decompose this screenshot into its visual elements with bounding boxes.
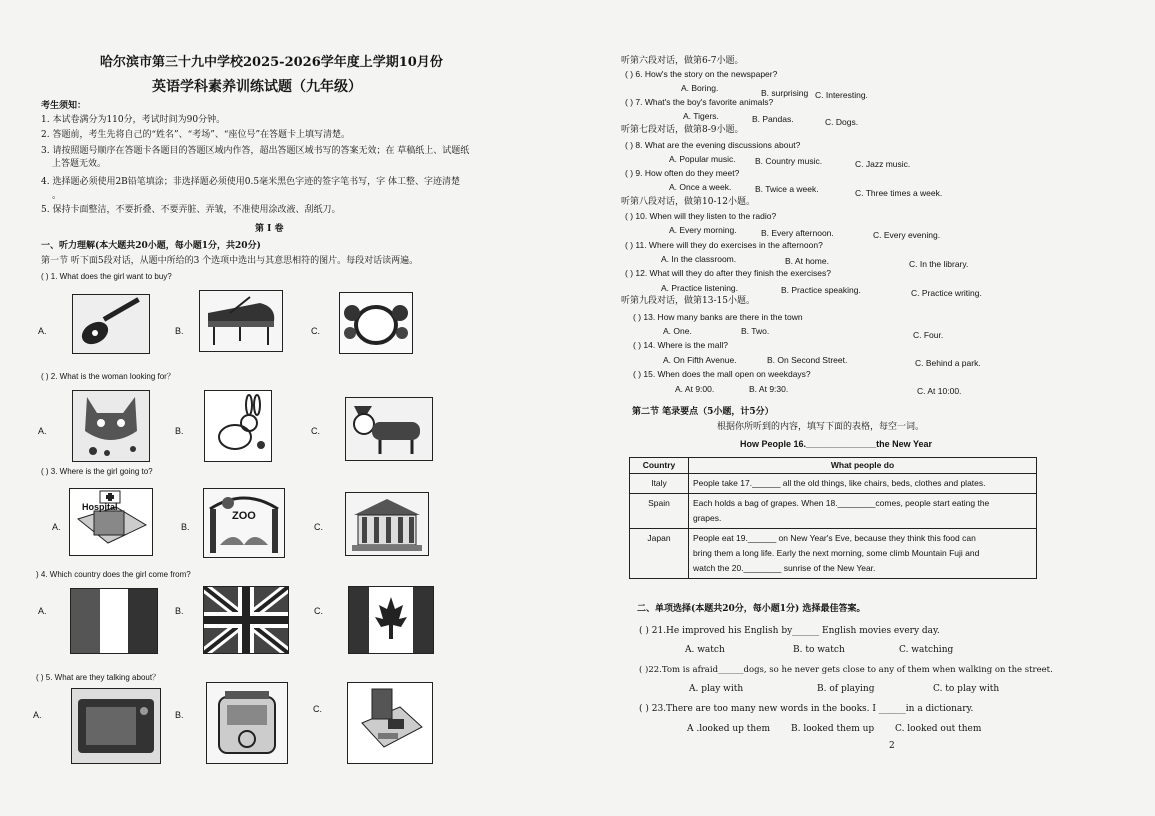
option-letter: B. bbox=[175, 710, 184, 720]
option-c: C. to play with bbox=[933, 684, 1000, 694]
question-stem: ( )22.Tom is afraid______dogs, so he never gets close to any of them when walking on the street. bbox=[639, 665, 1053, 675]
option-b: B. Practice speaking. bbox=[781, 285, 861, 295]
section1-heading: 一、听力理解(本大题共20小题，每小题1分，共20分) bbox=[41, 241, 261, 251]
dialogue-intro: 听第六段对话，做第6-7小题。 bbox=[621, 56, 744, 66]
option-c: C. Jazz music. bbox=[855, 159, 911, 169]
option-a: A. Once a week. bbox=[669, 182, 732, 192]
zoo-picture bbox=[203, 488, 285, 558]
table-header-what: What people do bbox=[689, 458, 1037, 474]
option-a: A. On Fifth Avenue. bbox=[663, 355, 737, 365]
table-line: People eat 19.______ on New Year's Eve, because they think this food can bbox=[693, 533, 976, 543]
option-a: A. Practice listening. bbox=[661, 283, 739, 293]
notice-line: 5. 保持卡面整洁，不要折叠、不要弄脏、弄皱，不准使用涂改液、刮纸刀。 bbox=[41, 205, 341, 215]
italy-flag-picture bbox=[70, 588, 158, 654]
option-c: C. Practice writing. bbox=[911, 288, 982, 298]
part2-instruction: 根据你所听到的内容，填写下面的表格，每空一词。 bbox=[717, 422, 925, 432]
table-row bbox=[630, 529, 1037, 579]
question-stem: ( ) 12. What will they do after they finish the exercises? bbox=[625, 268, 831, 278]
part1-intro: 第一节 听下面5段对话，从题中所给的3 个选项中选出与其意思相符的图片。每段对话读两遍。 bbox=[41, 256, 419, 266]
option-letter: A. bbox=[38, 426, 47, 436]
country-cell: Italy bbox=[630, 474, 689, 494]
option-letter: C. bbox=[311, 426, 320, 436]
new-year-table bbox=[629, 457, 1037, 579]
question-stem: ( ) 3. Where is the girl going to? bbox=[41, 467, 153, 476]
camera-picture bbox=[71, 688, 161, 764]
exam-title-line2: 英语学科素养训练试题（九年级） bbox=[152, 79, 362, 95]
hospital-picture bbox=[69, 488, 153, 556]
notice-line: 2. 答题前，考生先将自己的“姓名”、“考场”、“座位号”在答题卡上填写清楚。 bbox=[41, 130, 351, 140]
dialogue-intro: 听第七段对话，做第8-9小题。 bbox=[621, 125, 744, 135]
option-a: A. Every morning. bbox=[669, 225, 737, 235]
option-b: B. Every afternoon. bbox=[761, 228, 834, 238]
question-stem: ( ) 5. What are they talking about？ bbox=[36, 673, 161, 682]
question-stem: ( ) 7. What's the boy's favorite animals? bbox=[625, 97, 774, 107]
question-stem: ( ) 14. Where is the mall? bbox=[633, 340, 728, 350]
piano-picture bbox=[199, 290, 283, 352]
question-stem: ( ) 8. What are the evening discussions about? bbox=[625, 140, 801, 150]
question-stem: ( ) 1. What does the girl want to buy? bbox=[41, 272, 172, 281]
question-stem: ( ) 15. When does the mall open on weekdays? bbox=[633, 369, 811, 379]
table-line: Each holds a bag of grapes. When 18.________comes, people start eating the bbox=[693, 498, 990, 508]
guitar-picture bbox=[72, 294, 150, 354]
option-a: A. One. bbox=[663, 326, 692, 336]
section2-heading: 二、单项选择(本题共20分，每小题1分) 选择最佳答案。 bbox=[637, 604, 866, 614]
cat-picture bbox=[72, 390, 150, 462]
option-c: C. Behind a park. bbox=[915, 358, 981, 368]
option-letter: A. bbox=[33, 710, 42, 720]
table-line: People take 17.______ all the old things, like chairs, beds, clothes and plates. bbox=[693, 478, 986, 488]
option-b: B. At 9:30. bbox=[749, 384, 789, 394]
option-letter: A. bbox=[52, 522, 61, 532]
museum-picture bbox=[345, 492, 429, 556]
option-letter: B. bbox=[181, 522, 190, 532]
option-c: C. Three times a week. bbox=[855, 188, 943, 198]
phone-picture bbox=[347, 682, 433, 764]
option-letter: C. bbox=[314, 522, 323, 532]
option-c: C. Dogs. bbox=[825, 117, 859, 127]
option-c: C. watching bbox=[899, 645, 954, 655]
left-column bbox=[0, 0, 577, 816]
uk-flag-picture bbox=[203, 586, 289, 654]
question-stem: ) 4. Which country does the girl come from? bbox=[36, 570, 191, 579]
notice-heading: 考生须知： bbox=[41, 101, 87, 111]
option-a: A. At 9:00. bbox=[675, 384, 715, 394]
right-column bbox=[577, 0, 1155, 816]
option-b: B. Pandas. bbox=[752, 114, 794, 124]
option-b: B. of playing bbox=[817, 684, 875, 694]
option-a: A. Tigers. bbox=[683, 111, 719, 121]
canada-flag-picture bbox=[348, 586, 434, 654]
option-b: B. to watch bbox=[793, 645, 845, 655]
notice-line: 。 bbox=[52, 191, 62, 201]
volume-label: 第 I 卷 bbox=[255, 224, 284, 234]
table-header-country: Country bbox=[630, 458, 689, 474]
option-b: B. Twice a week. bbox=[755, 184, 819, 194]
notice-line: 3. 请按照题号顺序在答题卡各题目的答题区域内作答，超出答题区域书写的答案无效；在 草稿纸上、试题纸 bbox=[41, 146, 470, 156]
question-stem: ( ) 21.He improved his English by______ English movies every day. bbox=[639, 626, 940, 636]
option-c: C. Four. bbox=[913, 330, 944, 340]
option-letter: A. bbox=[38, 606, 47, 616]
zoo-sign: ZOO bbox=[232, 510, 256, 522]
table-row bbox=[630, 474, 1037, 494]
table-line: grapes. bbox=[693, 513, 722, 523]
country-cell: Japan bbox=[630, 529, 689, 579]
option-a: A. Boring. bbox=[681, 83, 719, 93]
question-stem: ( ) 11. Where will they do exercises in the afternoon? bbox=[625, 240, 823, 250]
hospital-sign: Hospital bbox=[82, 502, 118, 512]
question-stem: ( ) 10. When will they listen to the radio? bbox=[625, 211, 777, 221]
option-b: B. On Second Street. bbox=[767, 355, 848, 365]
question-stem: ( ) 9. How often do they meet? bbox=[625, 168, 740, 178]
option-letter: C. bbox=[314, 606, 323, 616]
option-a: A. play with bbox=[689, 684, 744, 694]
option-letter: C. bbox=[313, 704, 322, 714]
notice-line: 4. 选择题必须使用2B铅笔填涂；非选择题必须使用0.5毫米黑色字迹的签字笔书写，字 体工整、字迹清楚 bbox=[41, 177, 460, 187]
country-cell: Spain bbox=[630, 494, 689, 529]
option-b: B. Two. bbox=[741, 326, 770, 336]
notice-line: 上答题无效。 bbox=[52, 159, 107, 169]
question-stem: ( ) 6. How's the story on the newspaper? bbox=[625, 69, 778, 79]
option-letter: B. bbox=[175, 426, 184, 436]
table-row bbox=[630, 494, 1037, 529]
table-title: How People 16.______________the New Year bbox=[740, 439, 932, 449]
question-stem: ( ) 13. How many banks are there in the town bbox=[633, 312, 803, 322]
option-c: C. Every evening. bbox=[873, 230, 941, 240]
drum-picture bbox=[339, 292, 413, 354]
page-number: 2 bbox=[889, 741, 895, 751]
option-b: B. surprising bbox=[761, 88, 809, 98]
option-c: C. looked out them bbox=[895, 724, 982, 734]
option-a: A. watch bbox=[685, 645, 725, 655]
option-letter: C. bbox=[311, 326, 320, 336]
part2-heading: 第二节 笔录要点（5小题，计5分） bbox=[632, 407, 774, 417]
option-c: C. In the library. bbox=[909, 259, 969, 269]
rabbit-picture bbox=[204, 390, 272, 462]
option-a: A. Popular music. bbox=[669, 154, 736, 164]
dialogue-intro: 听第八段对话，做第10-12小题。 bbox=[621, 197, 755, 207]
table-line: bring them a long life. Early the next morning, some climb Mountain Fuji and bbox=[693, 548, 980, 558]
option-a: A. In the classroom. bbox=[661, 254, 737, 264]
option-b: B. At home. bbox=[785, 256, 829, 266]
table-line: watch the 20.________ sunrise of the New Year. bbox=[693, 563, 876, 573]
question-stem: ( ) 2. What is the woman looking for？ bbox=[41, 372, 175, 381]
dog-picture bbox=[345, 397, 433, 461]
option-letter: B. bbox=[175, 606, 184, 616]
option-b: B. looked them up bbox=[791, 724, 875, 734]
option-a: A .looked up them bbox=[687, 724, 771, 734]
option-c: C. Interesting. bbox=[815, 90, 868, 100]
option-letter: B. bbox=[175, 326, 184, 336]
notice-line: 1. 本试卷满分为110分，考试时间为90分钟。 bbox=[41, 115, 226, 125]
option-b: B. Country music. bbox=[755, 156, 823, 166]
question-stem: ( ) 23.There are too many new words in the books. I ______in a dictionary. bbox=[639, 704, 974, 714]
option-letter: A. bbox=[38, 326, 47, 336]
exam-title-line1: 哈尔滨市第三十九中学校2025-2026学年度上学期10月份 bbox=[100, 55, 443, 70]
radio-picture bbox=[206, 682, 288, 764]
dialogue-intro: 听第九段对话，做第13-15小题。 bbox=[621, 296, 755, 306]
option-c: C. At 10:00. bbox=[917, 386, 962, 396]
